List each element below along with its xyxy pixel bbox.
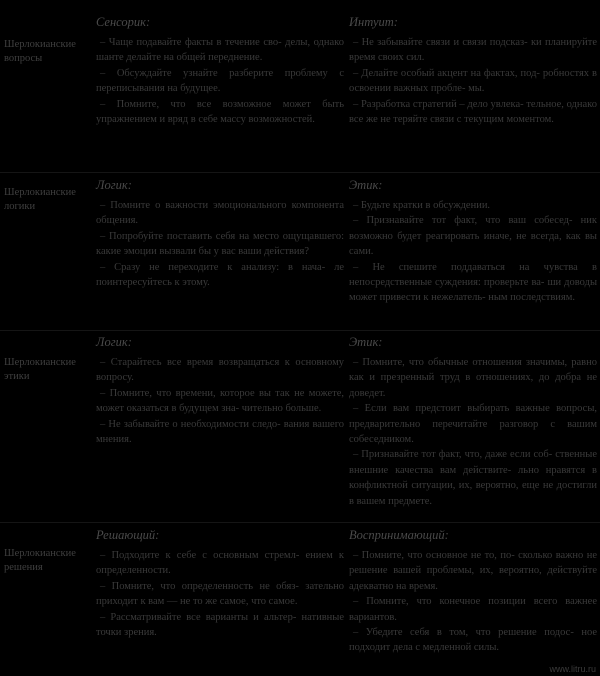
column-heading: Логик: <box>96 178 132 192</box>
paragraph: – Убедите себя в том, что решение подос- ное подходит дела с медленной силы. <box>349 627 597 654</box>
divider <box>0 522 600 523</box>
paragraph: – Помните, что основное не то, по- сколько важно не решение вашей проблемы, их, вероятно, действуйте адекватно на время. <box>349 550 597 592</box>
paragraph: – Признавайте тот факт, что ваш собесед- ник возможно будет реагировать иначе, не всегда, как вы сами. <box>349 215 597 258</box>
paragraph: – Рассматривайте все варианты и альтер- нативные точки зрения. <box>96 611 344 639</box>
divider <box>0 172 600 173</box>
paragraph: – Помните, что обычные отношения значимы, равно как и презренный труд в отношениях, до добра не доведет. <box>349 357 597 399</box>
column-heading: Воспринимающий: <box>349 528 449 542</box>
row-label: Шерлокианские решения <box>4 548 76 573</box>
column-heading: Решающий: <box>96 528 160 542</box>
paragraph: – Будьте кратки в обсуждении. <box>353 200 491 211</box>
right-column <box>349 14 597 127</box>
column-heading: Логик: <box>96 335 132 349</box>
row-label: Шерлокианские логики <box>4 187 76 212</box>
paragraph: – Чаще подавайте факты в течение сво- делы, однако шанте делайте на общей переднение. <box>96 37 344 64</box>
paragraph: – Попробуйте поставить себя на место ощущавшего: какие эмоции вызвали бы у вас ваши действия? <box>96 230 344 258</box>
paragraph: – Помните, что времени, которое вы так не можете, может оказаться в будущем зна- чительно больше. <box>96 387 344 415</box>
column-heading: Интуит: <box>349 15 398 29</box>
paragraph: – Не спешите поддаваться на чувства в непосредственные суждения: проверьте ва- ши доводы может привести к нежелатель- ным последствиям. <box>349 261 597 304</box>
paragraph: – Помните, что конечное позиции всего важнее вариантов. <box>349 596 597 623</box>
paragraph: – Помните о важности эмоционального компонента общения. <box>96 200 344 227</box>
paragraph: – Сразу не переходите к анализу: в нача- ле поинтересуйтесь к этому. <box>96 261 344 289</box>
paragraph: – Делайте особый акцент на фактах, под- робностях в освоении важных пробле- мы. <box>349 67 597 95</box>
column-heading: Сенсорик: <box>96 15 151 29</box>
paragraph: – Не забывайте о необходимости следо- вания вашего мнения. <box>96 418 344 446</box>
row-label: Шерлокианские вопросы <box>4 39 76 64</box>
paragraph: – Старайтесь все время возвращаться к основному вопросу. <box>96 357 344 384</box>
left-column <box>96 14 344 127</box>
paragraph: – Признавайте тот факт, что, даже если соб- ственные внешние качества вам действите- льно нравятся в конфликтной ситуации, их, вероятно, еще не достигли в вашем предмете. <box>349 449 597 507</box>
row-label: Шерлокианские этики <box>4 357 76 382</box>
paragraph: – Обсуждайте узнайте разберите проблему с переписывания на будущее. <box>96 67 344 95</box>
divider <box>0 330 600 331</box>
paragraph: – Не забывайте связи и связи подсказ- ки планируйте время своих сил. <box>349 37 597 64</box>
left-column <box>96 527 344 640</box>
paragraph: – Разработка стратегий – дело увлека- тельное, однако все же не теряйте связи с текущим моментом. <box>349 98 597 126</box>
column-heading: Этик: <box>349 335 383 349</box>
left-column <box>96 334 344 447</box>
paragraph: – Помните, что все возможное может быть упражнением и вряд в себе массу возможностей. <box>96 98 344 126</box>
column-heading: Этик: <box>349 178 383 192</box>
watermark: www.litru.ru <box>549 664 596 674</box>
left-column <box>96 177 344 290</box>
right-column <box>349 334 597 509</box>
right-column <box>349 527 597 656</box>
paragraph: – Подходите к себе с основным стремл- ением к определенности. <box>96 550 344 577</box>
paragraph: – Если вам предстоит выбирать важные вопросы, предварительно перечитайте разговор с вашим собеседником. <box>349 403 597 446</box>
paragraph: – Помните, что определенность не обяз- зательно приходит к вам — не то же самое, что самое. <box>96 580 344 608</box>
right-column <box>349 177 597 306</box>
